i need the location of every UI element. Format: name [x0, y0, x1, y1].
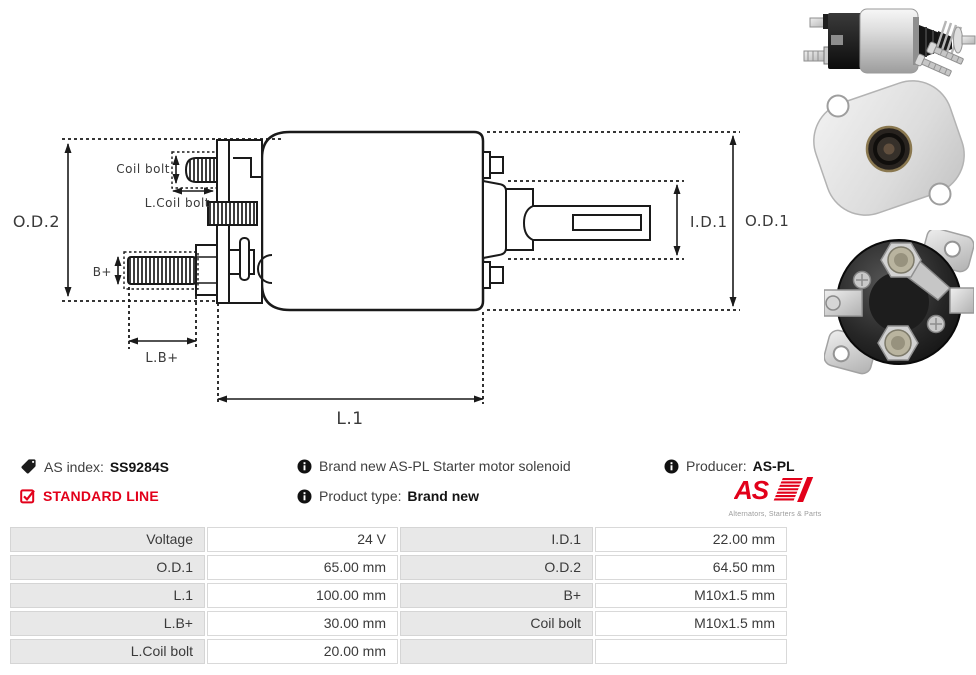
spec-value-cell: M10x1.5 mm — [595, 583, 787, 608]
photo-mounting-plate[interactable] — [802, 76, 976, 232]
spec-label-cell: L.1 — [10, 583, 205, 608]
as-pl-logo-caption: Alternators, Starters & Parts — [728, 511, 822, 518]
spec-label-cell: O.D.1 — [10, 555, 205, 580]
dim-lb-plus-label: L.B+ — [145, 351, 179, 366]
spec-label-cell — [400, 639, 593, 664]
product-type — [297, 488, 479, 504]
producer-text: Producer: AS-PL — [686, 458, 795, 474]
standard-line-badge — [20, 488, 159, 504]
product-type-value: Brand new — [407, 488, 479, 504]
spec-value-cell: 64.50 mm — [595, 555, 787, 580]
info-icon — [664, 459, 679, 474]
photo-solenoid-side[interactable] — [800, 5, 976, 81]
as-pl-logo — [720, 475, 830, 518]
spec-label-cell: I.D.1 — [400, 527, 593, 552]
spec-value-cell: 24 V — [207, 527, 398, 552]
producer — [664, 458, 795, 474]
product-type-text: Product type: Brand new — [319, 488, 479, 504]
info-icon — [297, 459, 312, 474]
dim-od2-label: O.D.2 — [12, 212, 60, 231]
photo-solenoid-end[interactable] — [824, 230, 974, 376]
producer-value: AS-PL — [752, 458, 795, 474]
spec-label-cell: L.B+ — [10, 611, 205, 636]
checkbox-checked-icon — [20, 488, 36, 504]
svg-text:AS: AS — [734, 475, 769, 505]
spec-value-cell: 20.00 mm — [207, 639, 398, 664]
tag-icon — [20, 458, 37, 475]
as-index-text: AS index: SS9284S — [44, 458, 169, 475]
info-icon — [297, 489, 312, 504]
as-pl-logo-icon — [734, 475, 816, 505]
spec-value-cell: 30.00 mm — [207, 611, 398, 636]
dim-l1-label: L.1 — [336, 409, 364, 429]
dim-coil-bolt-label: Coil bolt — [116, 162, 170, 176]
standard-line-text: STANDARD LINE — [43, 488, 159, 504]
spec-value-cell: M10x1.5 mm — [595, 611, 787, 636]
dim-od1-label: O.D.1 — [745, 212, 790, 230]
dim-id1-label: I.D.1 — [690, 213, 728, 231]
as-index-value: SS9284S — [109, 458, 169, 475]
as-index — [20, 458, 169, 475]
spec-value-cell: 100.00 mm — [207, 583, 398, 608]
spec-value-cell: 65.00 mm — [207, 555, 398, 580]
spec-table — [10, 527, 787, 664]
product-description-text: Brand new AS-PL Starter motor solenoid — [319, 458, 571, 474]
spec-label-cell: Coil bolt — [400, 611, 593, 636]
spec-label-cell: O.D.2 — [400, 555, 593, 580]
spec-label-cell: Voltage — [10, 527, 205, 552]
spec-label-cell: L.Coil bolt — [10, 639, 205, 664]
dim-b-plus-label: B+ — [92, 265, 112, 279]
spec-value-cell — [595, 639, 787, 664]
product-description — [297, 458, 571, 474]
spec-label-cell: B+ — [400, 583, 593, 608]
spec-value-cell: 22.00 mm — [595, 527, 787, 552]
dim-l-coil-bolt-label: L.Coil bolt — [144, 196, 210, 210]
